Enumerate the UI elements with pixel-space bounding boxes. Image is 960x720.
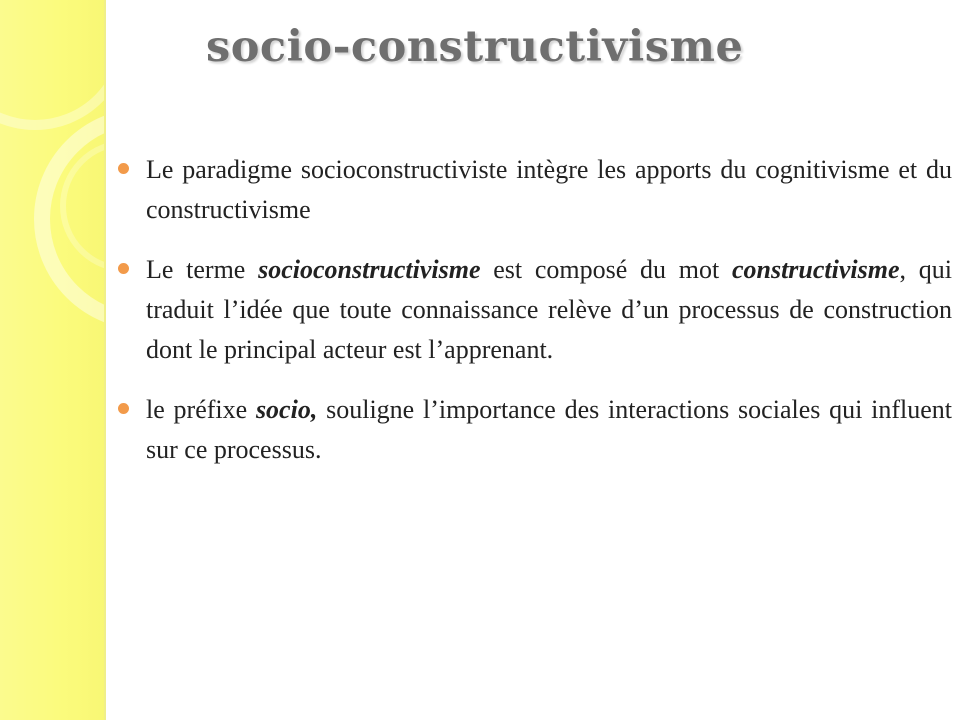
emphasized-term: constructivisme (731, 255, 900, 284)
bullet-text: Le paradigme socioconstructiviste intègre les apports du cognitivisme et du constructivisme (146, 155, 952, 224)
bullet-text: le préfixe (146, 395, 256, 424)
side-band-edge (104, 0, 106, 720)
bullet-text: est composé du mot (480, 255, 732, 284)
bullet-item (118, 250, 952, 370)
bullet-text: , qui traduit l’idée que toute connaissance relève d’un processus de construction dont le principal acteur est l’apprenant. (146, 255, 952, 364)
slide-title: socio-constructivisme (206, 22, 744, 72)
bullet-text: Le terme (146, 255, 259, 284)
emphasized-term: socioconstructivisme (258, 255, 481, 284)
bullet-text: souligne l’importance des interactions sociales qui influent sur ce processus. (146, 395, 952, 464)
bullet-dot-icon (118, 163, 129, 174)
bullet-item (118, 150, 952, 230)
bullet-item (118, 390, 952, 470)
bullet-dot-icon (118, 263, 129, 274)
emphasized-term: socio, (255, 395, 318, 424)
decorative-side-band (0, 0, 106, 720)
bullet-list (118, 150, 952, 490)
bullet-dot-icon (118, 403, 129, 414)
decorative-ring-top (0, 0, 106, 130)
